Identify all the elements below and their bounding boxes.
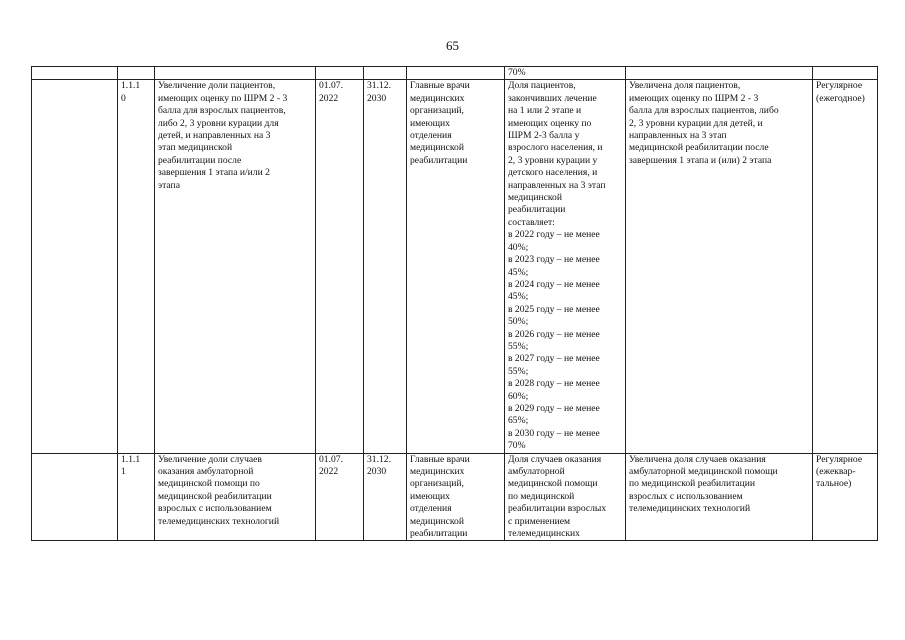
table-cell (118, 67, 155, 80)
indicator: Доля случаев оказания амбулаторной медицинской помощи по медицинской реабилитации взрослых с применением телемедицинских (505, 453, 626, 541)
measure-name: Увеличение доли случаев оказания амбулаторной медицинской помощи по медицинской реабилитации взрослых с использованием телемедицинских технологий (155, 453, 316, 541)
start-date: 01.07. 2022 (316, 80, 364, 453)
frequency: Регулярное (ежегодное) (813, 80, 878, 453)
indicator: Доля пациентов, закончивших лечение на 1 или 2 этапе и имеющих оценку по ШРМ 2-3 балла у взрослого населения, и 2, 3 уровни курации у детского населения, и направленных на 3 этап медицинской реабилитации составляет: в 2022 году – не менее 40%; в 2023 году – не менее 45%; в 2024 году – не менее 45%; в 2025 году – не менее 50%; в 2026 году – не менее 55%; в 2027 году – не менее 55%; в 2028 году – не менее 60%; в 2029 году – не менее 65%; в 2030 году – не менее 70% (505, 80, 626, 453)
expected-result: Увеличена доля пациентов, имеющих оценку по ШРМ 2 - 3 балла для взрослых пациентов, либо 2, 3 уровни курации для детей, и направленных на 3 этап медицинской реабилитации после завершения 1 этапа и (или) 2 этапа (626, 80, 813, 453)
plan-table (31, 66, 878, 541)
responsible: Главные врачи медицинских организаций, имеющих отделения медицинской реабилитации (407, 80, 505, 453)
table-row (32, 453, 878, 541)
table-cell (32, 453, 118, 541)
end-date: 31.12. 2030 (364, 80, 407, 453)
table-cell (316, 67, 364, 80)
table-cell (407, 67, 505, 80)
end-date: 31.12. 2030 (364, 453, 407, 541)
table-cell (155, 67, 316, 80)
start-date: 01.07. 2022 (316, 453, 364, 541)
measure-number: 1.1.1 1 (118, 453, 155, 541)
table-cell (364, 67, 407, 80)
table-cell (32, 67, 118, 80)
table-row (32, 80, 878, 453)
responsible: Главные врачи медицинских организаций, имеющих отделения медицинской реабилитации (407, 453, 505, 541)
expected-result: Увеличена доля случаев оказания амбулаторной медицинской помощи по медицинской реабилитации взрослых с использованием телемедицинских технологий (626, 453, 813, 541)
continuation-indicator: 70% (505, 67, 626, 80)
table-cell (626, 67, 813, 80)
continuation-row (32, 67, 878, 80)
frequency: Регулярное (ежеквар- тальное) (813, 453, 878, 541)
table-cell (813, 67, 878, 80)
measure-name: Увеличение доли пациентов, имеющих оценку по ШРМ 2 - 3 балла для взрослых пациентов, либо 2, 3 уровни курации для детей, и направленных на 3 этап медицинской реабилитации после завершения 1 этапа и/или 2 этапа (155, 80, 316, 453)
measure-number: 1.1.1 0 (118, 80, 155, 453)
table-cell (32, 80, 118, 453)
page-number: 65 (446, 38, 459, 53)
